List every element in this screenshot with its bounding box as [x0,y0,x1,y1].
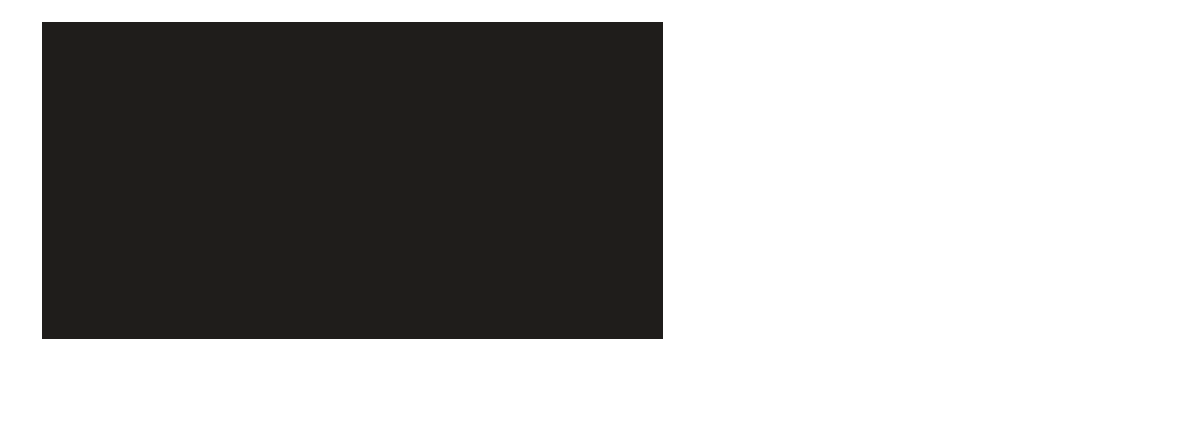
blank-video-canvas[interactable] [42,22,663,339]
